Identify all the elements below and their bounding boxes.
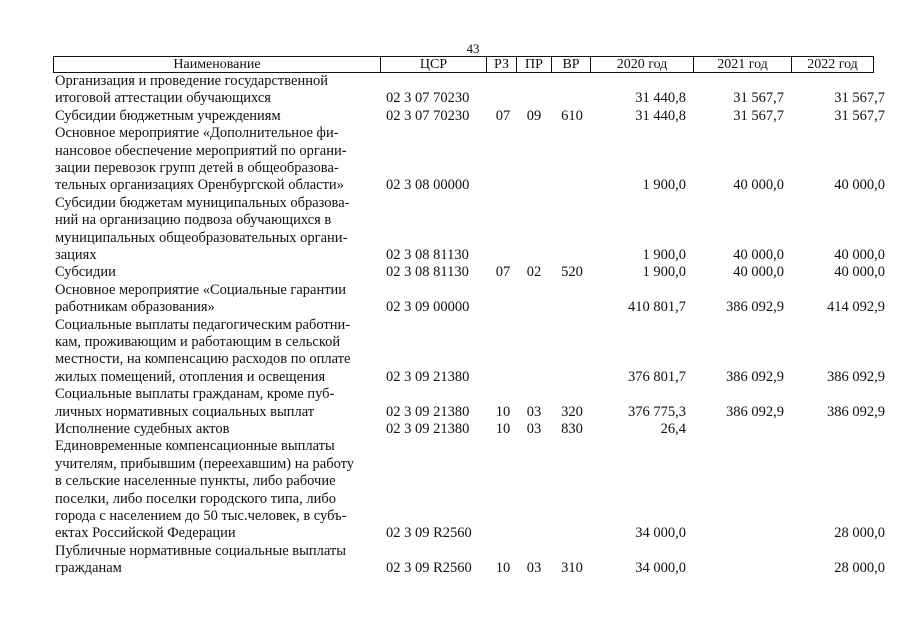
row-name-line: жилых помещений, отопления и освещения xyxy=(55,368,326,385)
row-name-line: зации перевозок групп детей в общеобразова- xyxy=(55,160,339,176)
row-csr: 02 3 09 21380 xyxy=(386,368,470,385)
row-name-line: Социальные выплаты педагогическим работни- xyxy=(55,316,351,333)
row-2020: 1 900,0 xyxy=(642,246,686,263)
row-csr: 02 3 09 R2560 xyxy=(386,560,472,577)
row-name-line: ектах Российской Федерации xyxy=(55,525,236,542)
row-name-line: Субсидии бюджетам муниципальных образова- xyxy=(55,194,350,211)
row-rz: 10 xyxy=(495,421,511,437)
row-2020: 34 000,0 xyxy=(635,560,686,577)
row-2021: 40 000,0 xyxy=(733,246,784,263)
page-number: 43 xyxy=(466,41,480,56)
table-row xyxy=(0,543,905,578)
header-2020: 2020 год xyxy=(591,57,694,72)
row-name xyxy=(55,264,365,281)
table-row xyxy=(0,73,905,108)
row-2020: 31 440,8 xyxy=(635,90,686,107)
header-csr: ЦСР xyxy=(381,57,487,72)
row-name xyxy=(55,282,365,317)
table-row xyxy=(0,386,905,421)
row-name-line: нансовое обеспечение мероприятий по органи- xyxy=(55,142,347,159)
header-rz: РЗ xyxy=(487,57,517,72)
row-2021: 31 567,7 xyxy=(733,90,784,107)
row-2020: 34 000,0 xyxy=(635,525,686,542)
row-name-line: Субсидии бюджетным учреждениям xyxy=(55,107,281,124)
header-2022: 2022 год xyxy=(807,57,858,72)
row-csr: 02 3 09 R2560 xyxy=(386,525,472,542)
row-csr: 02 3 09 21380 xyxy=(386,421,470,437)
row-name xyxy=(55,543,365,578)
row-csr: 02 3 07 70230 xyxy=(386,90,470,107)
row-rz: 10 xyxy=(495,560,511,577)
row-2022: 28 000,0 xyxy=(834,560,885,577)
row-name-line: муниципальных общеобразовательных органи- xyxy=(55,229,348,246)
row-vr: 310 xyxy=(561,560,583,577)
row-2021: 386 092,9 xyxy=(726,299,784,316)
header-name: Наименование xyxy=(54,57,381,72)
row-rz: 07 xyxy=(495,107,511,124)
row-2022: 386 092,9 xyxy=(827,368,885,385)
row-name-line: Социальные выплаты гражданам, кроме пуб- xyxy=(55,386,335,403)
row-name-line: Публичные нормативные социальные выплаты xyxy=(55,542,346,559)
row-name-line: в сельские населенные пункты, либо рабочие xyxy=(55,473,336,490)
row-2020: 26,4 xyxy=(660,421,686,437)
row-vr: 520 xyxy=(561,264,583,281)
row-name-line: тельных организациях Оренбургской области» xyxy=(55,177,344,194)
row-2022: 40 000,0 xyxy=(834,177,885,194)
row-csr: 02 3 08 81130 xyxy=(386,246,469,263)
row-rz: 10 xyxy=(495,403,511,420)
row-name-line: личных нормативных социальных выплат xyxy=(55,403,315,420)
row-pr: 03 xyxy=(526,403,542,420)
row-vr: 320 xyxy=(561,403,583,420)
header-vr: ВР xyxy=(552,57,591,72)
row-2020: 1 900,0 xyxy=(642,264,686,281)
row-name-line: кам, проживающим и работающим в сельской xyxy=(55,334,341,350)
row-pr: 03 xyxy=(526,560,542,577)
table-row xyxy=(0,125,905,195)
row-2022: 28 000,0 xyxy=(834,525,885,542)
row-2020: 376 775,3 xyxy=(628,403,686,420)
row-2021: 40 000,0 xyxy=(733,264,784,281)
row-2022: 386 092,9 xyxy=(827,403,885,420)
row-name-line: Основное мероприятие «Социальные гарантии xyxy=(55,281,347,298)
row-name xyxy=(55,317,365,387)
table-row xyxy=(0,108,905,125)
row-name xyxy=(55,73,365,108)
row-2021: 386 092,9 xyxy=(726,368,784,385)
table-row xyxy=(0,282,905,317)
table-header xyxy=(53,56,874,73)
row-csr: 02 3 07 70230 xyxy=(386,107,470,124)
row-pr: 09 xyxy=(526,107,542,124)
row-2022: 414 092,9 xyxy=(827,299,885,316)
row-name xyxy=(55,125,365,195)
row-vr: 610 xyxy=(561,107,583,124)
row-name-line: работникам образования» xyxy=(55,299,215,316)
row-name-line: Единовременные компенсационные выплаты xyxy=(55,438,335,455)
row-csr: 02 3 08 00000 xyxy=(386,177,470,194)
row-rz: 07 xyxy=(495,264,511,281)
row-name xyxy=(55,438,365,542)
row-name-line: ний на организацию подвоза обучающихся в xyxy=(55,212,332,229)
header-2021: 2021 год xyxy=(694,57,792,72)
table-row xyxy=(0,264,905,281)
row-2021: 31 567,7 xyxy=(733,107,784,124)
row-2020: 376 801,7 xyxy=(628,368,686,385)
row-name-line: итоговой аттестации обучающихся xyxy=(55,90,271,107)
table-row xyxy=(0,317,905,387)
row-vr: 830 xyxy=(561,421,583,437)
row-name-line: Субсидии xyxy=(55,264,116,281)
row-name xyxy=(55,195,365,265)
row-name-line: учителям, прибывшим (переехавшим) на работу xyxy=(55,455,355,472)
row-2022: 31 567,7 xyxy=(834,107,885,124)
row-name-line: Исполнение судебных актов xyxy=(55,421,230,437)
row-2022: 40 000,0 xyxy=(834,264,885,281)
row-2022: 40 000,0 xyxy=(834,246,885,263)
row-pr: 03 xyxy=(526,421,542,437)
row-name-line: местности, на компенсацию расходов по оплате xyxy=(55,351,351,368)
row-name-line: зациях xyxy=(55,247,97,264)
row-pr: 02 xyxy=(526,264,542,281)
row-name-line: поселки, либо поселки городского типа, либо xyxy=(55,490,336,507)
row-name xyxy=(55,421,365,438)
row-2022: 31 567,7 xyxy=(834,90,885,107)
table-row xyxy=(0,421,905,438)
row-name xyxy=(55,386,365,421)
row-csr: 02 3 09 21380 xyxy=(386,403,470,420)
header-pr: ПР xyxy=(517,57,552,72)
row-2021: 386 092,9 xyxy=(726,403,784,420)
row-name-line: города с населением до 50 тыс.человек, в субъ- xyxy=(55,508,347,525)
row-2020: 410 801,7 xyxy=(628,299,686,316)
table-row xyxy=(0,438,905,542)
row-2020: 1 900,0 xyxy=(642,177,686,194)
row-name-line: Основное мероприятие «Дополнительное фи- xyxy=(55,125,339,142)
table-row xyxy=(0,195,905,265)
row-2021: 40 000,0 xyxy=(733,177,784,194)
row-2020: 31 440,8 xyxy=(635,107,686,124)
row-name-line: Организация и проведение государственной xyxy=(55,73,328,89)
row-csr: 02 3 09 00000 xyxy=(386,299,470,316)
row-csr: 02 3 08 81130 xyxy=(386,264,469,281)
row-name-line: гражданам xyxy=(55,560,122,577)
row-name xyxy=(55,108,365,125)
